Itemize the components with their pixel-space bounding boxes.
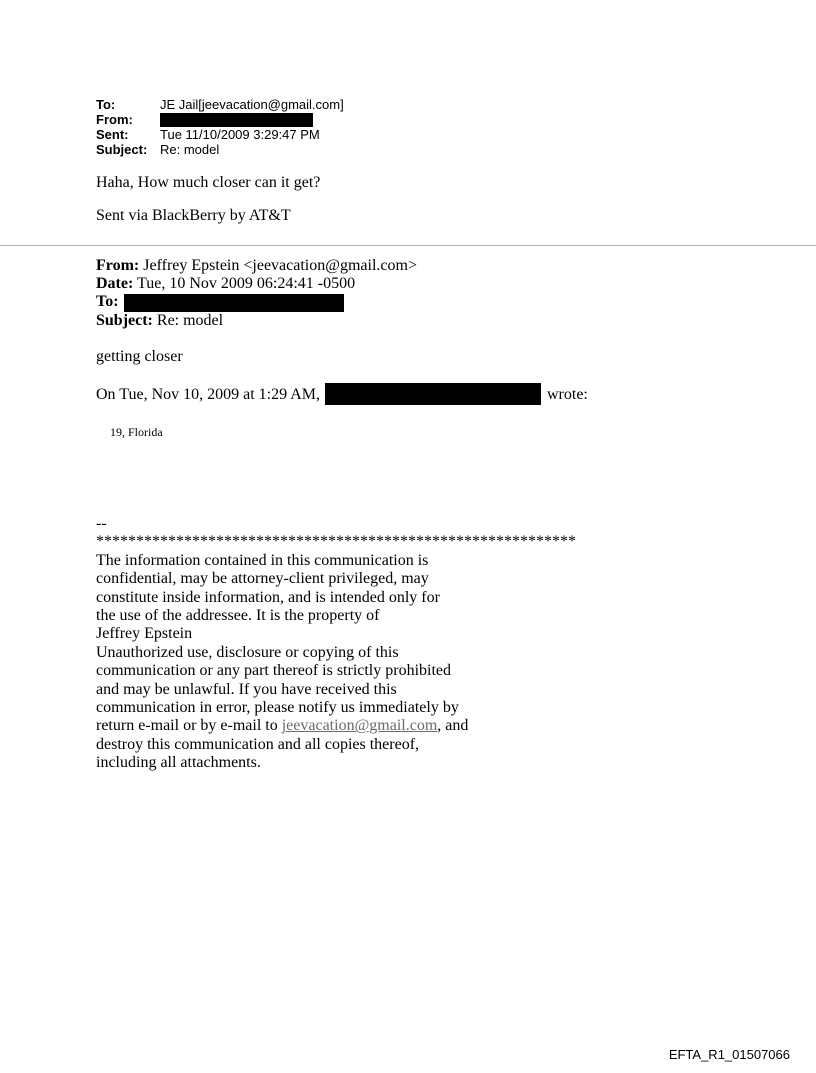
quoted-subject-label: Subject: (96, 312, 153, 329)
disclaimer-line: and may be unlawful. If you have received this (96, 680, 397, 698)
disclaimer-line: destroy this communication and all copies thereof, (96, 735, 420, 753)
signature-dashes: -- (96, 515, 107, 532)
sent-label: Sent: (96, 127, 129, 142)
to-label: To: (96, 97, 116, 112)
disclaimer-line: the use of the addressee. It is the property of (96, 607, 380, 625)
quoted-to-redaction (124, 294, 344, 312)
subject-label: Subject: (96, 142, 148, 157)
sent-value: Tue 11/10/2009 3:29:47 PM (160, 127, 320, 142)
disclaimer-line: communication in error, please notify us immediately by (96, 699, 459, 717)
quoted-body: getting closer (96, 348, 183, 365)
quoted-subject-value: Re: model (152, 312, 224, 329)
disclaimer-line: communication or any part thereof is strictly prohibited (96, 662, 452, 680)
quoted-date-label: Date: (96, 275, 134, 292)
message-divider (0, 245, 816, 246)
attribution-redaction (325, 383, 541, 405)
email-link[interactable]: jeevacation@gmail.com (281, 717, 438, 735)
disclaimer-line: Jeffrey Epstein (96, 625, 193, 643)
quoted-from-value: Jeffrey Epstein <jeevacation@gmail.com> (139, 257, 417, 274)
from-label: From: (96, 112, 133, 127)
reply-text: Haha, How much closer can it get? (96, 174, 321, 191)
disclaimer-line: The information contained in this communication is (96, 551, 429, 569)
from-redaction (160, 113, 313, 127)
document-id: EFTA_R1_01507066 (668, 1047, 790, 1062)
quoted-attribution (96, 386, 320, 404)
attribution-suffix: wrote: (547, 386, 588, 403)
disclaimer-return-line (96, 717, 576, 735)
quoted-to-row (96, 293, 119, 311)
disclaimer-line: including all attachments. (96, 754, 261, 772)
subject-value: Re: model (160, 142, 220, 157)
reply-signature: Sent via BlackBerry by AT&T (96, 207, 291, 224)
disclaimer-line: constitute inside information, and is intended only for (96, 588, 440, 606)
quoted-from-label: From: (96, 257, 140, 274)
disclaimer-line: Unauthorized use, disclosure or copying of this (96, 643, 399, 661)
quoted-subject-row (96, 312, 223, 330)
disclaimer-block (96, 515, 576, 773)
signature-stars: ************************************************************ (96, 533, 576, 551)
attribution-prefix: On Tue, Nov 10, 2009 at 1:29 AM, (96, 386, 321, 403)
disclaimer-line: confidential, may be attorney-client privileged, may (96, 570, 429, 588)
to-value: JE Jail[jeevacation@gmail.com] (160, 97, 344, 112)
quoted-date-value: Tue, 10 Nov 2009 06:24:41 -0500 (133, 275, 356, 292)
return-suffix: , and (437, 717, 469, 735)
quoted-date-row (96, 275, 355, 293)
quoted-to-label: To: (96, 293, 119, 310)
nested-quote: 19, Florida (110, 425, 163, 439)
quoted-from-row (96, 257, 417, 275)
return-prefix: return e-mail or by e-mail to (96, 717, 282, 735)
